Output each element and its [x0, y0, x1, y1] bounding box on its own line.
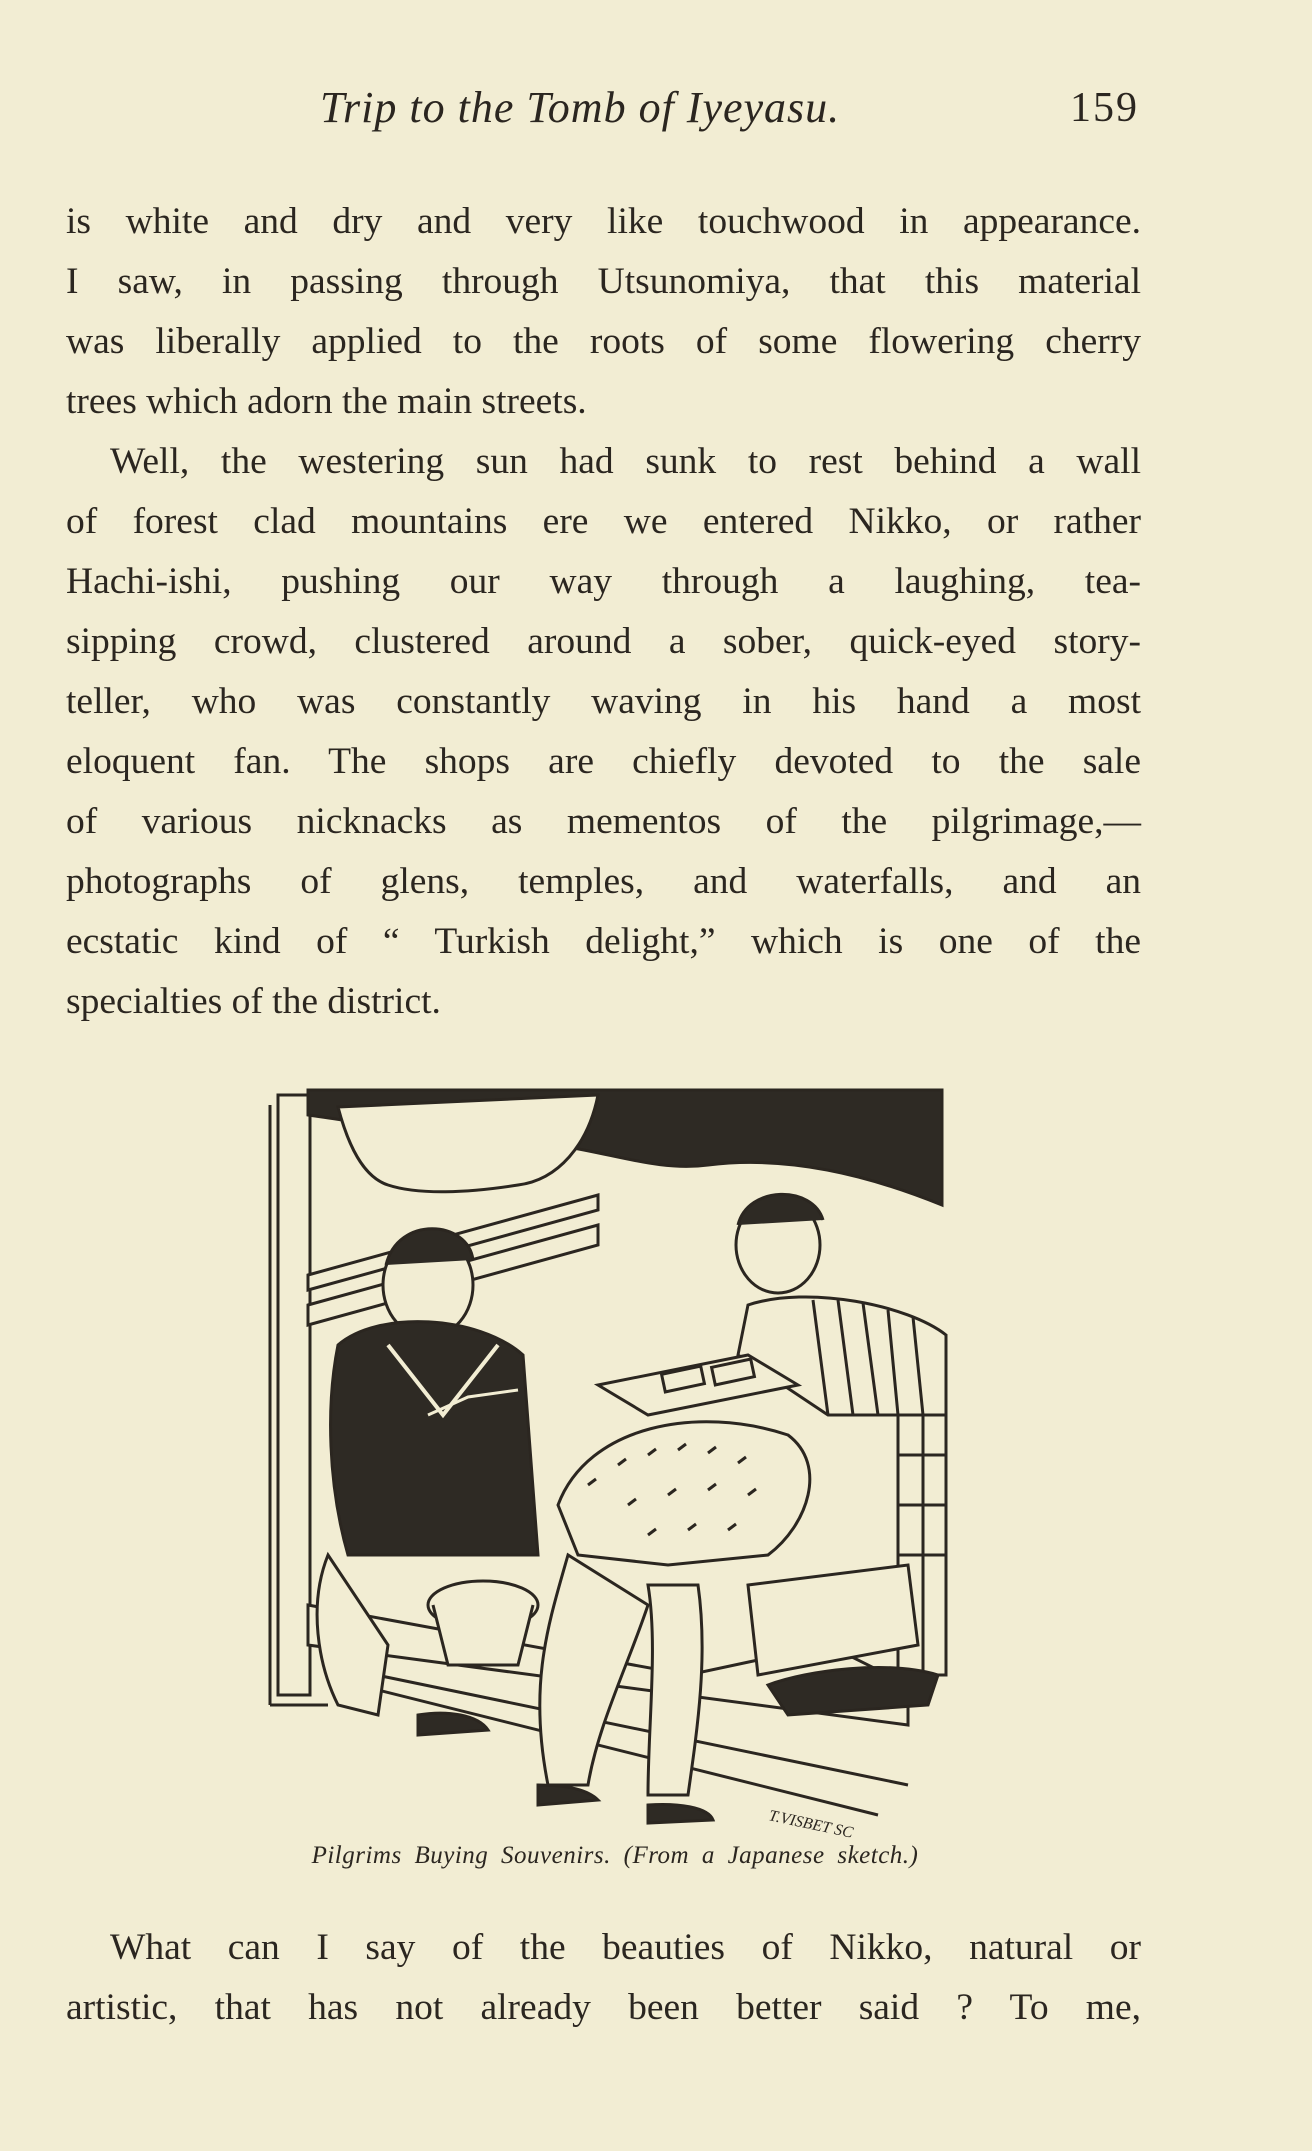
engraver-signature: T.VISBET SC	[767, 1807, 855, 1842]
text-line: of various nicknacks as mementos of the pilgrimage,—	[66, 801, 1141, 842]
text-line: teller, who was constantly waving in his hand a most	[66, 681, 1141, 722]
running-head: Trip to the Tomb of Iyeyasu.	[320, 83, 841, 132]
paragraph-2	[66, 432, 1141, 1032]
text-line: specialties of the district.	[66, 981, 441, 1022]
text-line: I saw, in passing through Utsunomiya, that this material	[66, 261, 1141, 302]
text-line: artistic, that has not already been better said ? To me,	[66, 1987, 1141, 2028]
text-line: Well, the westering sun had sunk to rest behind a wall	[110, 441, 1141, 482]
text-line: photographs of glens, temples, and waterfalls, and an	[66, 861, 1141, 902]
text-line: Hachi-ishi, pushing our way through a laughing, tea-	[66, 561, 1141, 602]
woodcut-illustration	[268, 1085, 948, 1850]
paragraph-1	[66, 192, 1141, 432]
text-line: of forest clad mountains ere we entered Nikko, or rather	[66, 501, 1141, 542]
paragraph-3	[66, 1918, 1141, 2038]
text-line: trees which adorn the main streets.	[66, 381, 587, 422]
text-line: What can I say of the beauties of Nikko, natural or	[110, 1927, 1141, 1968]
page-number: 159	[1070, 85, 1139, 131]
text-line: is white and dry and very like touchwood in appearance.	[66, 201, 1141, 242]
text-line: ecstatic kind of “ Turkish delight,” which is one of the	[66, 921, 1141, 962]
text-line: sipping crowd, clustered around a sober, quick-eyed story-	[66, 621, 1141, 662]
text-line: was liberally applied to the roots of some flowering cherry	[66, 321, 1141, 362]
text-line: eloquent fan. The shops are chiefly devoted to the sale	[66, 741, 1141, 782]
figure-caption: Pilgrims Buying Souvenirs. (From a Japanese sketch.)	[311, 1842, 919, 1869]
